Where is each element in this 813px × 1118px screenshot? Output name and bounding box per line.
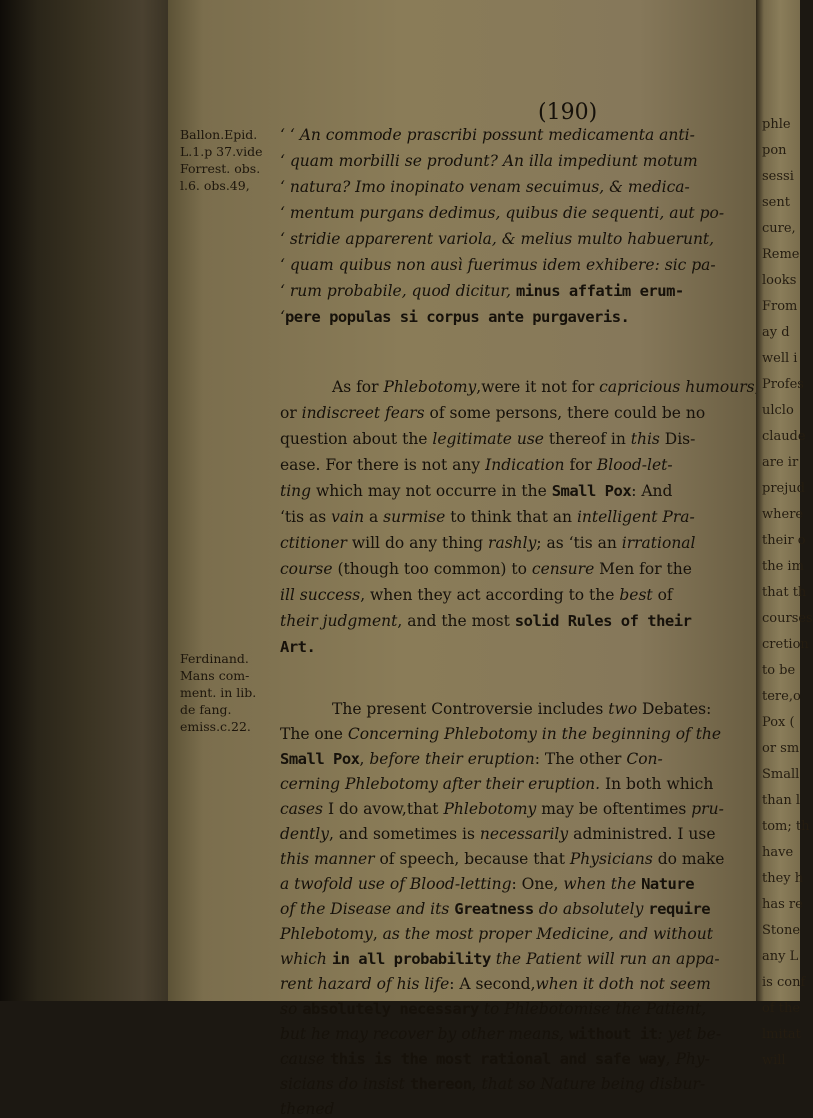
text-segment: absolutely necessary <box>302 1000 479 1018</box>
text-line <box>280 825 716 843</box>
text-segment: cause <box>280 1050 330 1068</box>
text-segment: ,were it not for <box>476 378 600 396</box>
facing-page-fragment: prejud <box>762 481 805 496</box>
text-segment: of the Disease and its <box>280 900 455 918</box>
facing-page-fragment: will <box>762 1053 786 1068</box>
text-line <box>280 1050 710 1068</box>
text-segment: ‘ mentum purgans dedimus, quibus die sequenti, aut po- <box>280 204 725 222</box>
facing-page-fragment: where <box>762 507 804 522</box>
text-line <box>280 612 691 630</box>
text-segment: Con- <box>626 750 663 768</box>
text-segment: the Patient, <box>610 1000 707 1018</box>
facing-page-fragment: Pox ( <box>762 715 795 730</box>
text-segment: Debates: <box>637 700 712 718</box>
text-segment: ‘ natura? Imo inopinato venam secuimus, & medica- <box>280 178 690 196</box>
text-segment: thereon <box>409 1075 472 1093</box>
text-segment: the Patient will run an appa- <box>490 950 720 968</box>
text-line <box>280 875 694 893</box>
text-line <box>280 900 710 918</box>
text-segment: Dis- <box>659 430 696 448</box>
text-segment: for <box>564 456 597 474</box>
text-segment: Indication <box>485 456 565 474</box>
text-segment: Phlebotomy <box>443 800 537 818</box>
text-segment: , <box>359 750 370 768</box>
text-segment: Small Pox <box>551 482 632 500</box>
text-segment: sicians do insist <box>280 1075 410 1093</box>
facing-page-fragment: tere,o <box>762 689 801 704</box>
book-spine-shadow <box>0 0 190 1001</box>
text-segment: Concerning Phlebotomy in the beginning of the <box>347 725 722 743</box>
facing-page-fragment: cretion <box>762 637 809 652</box>
text-segment: I do avow,that <box>323 800 444 818</box>
text-segment: before their eruption <box>369 750 535 768</box>
text-segment: ctitioner <box>280 534 347 552</box>
text-line <box>280 482 672 500</box>
text-segment: ‘tis as <box>280 508 332 526</box>
text-segment: do absolutely <box>533 900 649 918</box>
text-segment: cerning Phlebotomy after their eruption. <box>280 775 601 793</box>
text-segment: The present Controversie includes <box>332 700 609 718</box>
text-line <box>280 800 724 818</box>
text-segment: , <box>372 925 383 943</box>
text-segment: Blood-let- <box>596 456 673 474</box>
text-segment: a <box>364 508 384 526</box>
text-segment: pere populas si corpus ante purgaveris. <box>284 308 630 326</box>
text-segment: rashly <box>488 534 537 552</box>
text-line <box>332 700 711 718</box>
text-line <box>280 534 696 552</box>
facing-page-fragment: Stone <box>762 923 801 938</box>
facing-page-fragment: or sm <box>762 741 800 756</box>
text-segment: or <box>280 404 302 422</box>
text-segment: will do any thing <box>346 534 489 552</box>
text-segment: thened <box>280 1100 335 1118</box>
text-segment: pru- <box>691 800 724 818</box>
text-segment: ‘ <box>280 308 285 326</box>
text-segment: rent hazard of his life <box>280 975 450 993</box>
text-segment: two <box>608 700 638 718</box>
text-segment: indiscreet fears <box>301 404 425 422</box>
text-line <box>280 775 713 793</box>
text-segment: , and sometimes is <box>329 825 480 843</box>
facing-page-fragment: From <box>762 299 798 314</box>
text-line <box>280 308 629 326</box>
page-number: (190) <box>538 100 598 125</box>
text-line <box>280 975 711 993</box>
text-segment: may be oftentimes <box>536 800 692 818</box>
text-segment: As for <box>332 378 384 396</box>
text-line <box>280 586 673 604</box>
text-line <box>280 560 692 578</box>
text-segment: ill success <box>280 586 361 604</box>
book-page <box>168 0 756 1118</box>
text-segment: Physicians <box>569 850 653 868</box>
facing-page-fragment: cure, <box>762 221 796 236</box>
facing-page-fragment: to be <box>762 663 796 678</box>
text-segment: course <box>280 560 333 578</box>
facing-page-fragment: Small <box>762 767 800 782</box>
text-segment: cases <box>280 800 324 818</box>
text-segment: require <box>648 900 711 918</box>
text-line <box>280 850 724 868</box>
facing-page-fragment: sessi <box>762 169 794 184</box>
facing-page-fragment: any L <box>762 949 799 964</box>
text-segment: : And <box>631 482 673 500</box>
text-segment: (though too common) to <box>332 560 532 578</box>
text-segment: legitimate use <box>432 430 544 448</box>
text-segment: , <box>665 1050 676 1068</box>
text-segment: The one <box>280 725 348 743</box>
text-segment: Phlebotomy <box>280 925 373 943</box>
facing-page-fragment: ulclo <box>762 403 794 418</box>
facing-page-fragment: have <box>762 845 794 860</box>
facing-page-fragment: looks <box>762 273 797 288</box>
facing-page-fragment: tom; th <box>762 819 810 834</box>
text-segment: Greatness <box>454 900 534 918</box>
text-segment: ‘ stridie apparerent variola, & melius multo habuerunt, <box>280 230 715 248</box>
facing-page-fragment: has re <box>762 897 803 912</box>
text-line <box>280 282 684 300</box>
text-segment: In both which <box>600 775 714 793</box>
text-line <box>280 430 695 448</box>
text-segment: thereof in <box>543 430 631 448</box>
text-segment: surmise <box>383 508 446 526</box>
text-segment: to think that an <box>445 508 577 526</box>
text-line <box>280 256 716 274</box>
text-line <box>280 725 721 743</box>
facing-page-fragment: Profes <box>762 377 804 392</box>
facing-page-fragment: pon <box>762 143 787 158</box>
text-line <box>280 404 705 422</box>
text-segment: ease. For there is not any <box>280 456 486 474</box>
margin-note-line: Ferdinand. <box>180 651 249 666</box>
facing-page-fragment: well i <box>762 351 798 366</box>
text-line <box>280 456 673 474</box>
text-segment: ‘ rum probabile, quod dicitur, <box>280 282 516 300</box>
text-segment: minus affatim erum- <box>515 282 684 300</box>
text-segment: their judgment <box>280 612 398 630</box>
text-line <box>280 126 695 144</box>
text-segment: which may not occurre in the <box>311 482 552 500</box>
text-line <box>280 230 714 248</box>
text-line <box>280 204 724 222</box>
text-segment: this is the most rational and safe way <box>329 1050 666 1068</box>
text-segment: , and the most <box>397 612 515 630</box>
text-segment: administred. I use <box>568 825 716 843</box>
text-segment: necessarily <box>479 825 569 843</box>
text-segment: of speech, because that <box>374 850 570 868</box>
text-line <box>280 508 695 526</box>
margin-note-line: emiss.c.22. <box>180 719 251 734</box>
text-segment: in all probability <box>331 950 491 968</box>
facing-page-fragment: their o <box>762 533 806 548</box>
text-segment: ting <box>280 482 312 500</box>
facing-page-fragment: the im <box>762 559 804 574</box>
text-segment: ; as ‘tis an <box>536 534 622 552</box>
text-segment: Small Pox <box>280 750 360 768</box>
facing-page-fragment: they h <box>762 871 804 886</box>
text-segment: , <box>471 1075 482 1093</box>
text-segment: Phlebotomy <box>383 378 477 396</box>
text-segment: : A second, <box>449 975 536 993</box>
text-segment: ‘ quam morbilli se produnt? An illa impediunt motum <box>280 152 698 170</box>
facing-page-fragment: that th <box>762 585 807 600</box>
text-segment: question about the <box>280 430 433 448</box>
facing-page-edge <box>756 0 813 1068</box>
text-segment: , when they act according to the <box>360 586 620 604</box>
text-segment: vain <box>331 508 365 526</box>
text-segment: Phy- <box>675 1050 710 1068</box>
text-line <box>332 378 760 396</box>
margin-note-line: Mans com- <box>180 668 250 683</box>
text-segment: to <box>478 1000 505 1018</box>
text-segment: Men for the <box>594 560 692 578</box>
text-line <box>280 1025 721 1043</box>
text-segment: ‘ quam quibus non ausì fuerimus idem exhibere: sic pa- <box>280 256 716 274</box>
text-segment: irrational <box>621 534 696 552</box>
text-line <box>280 178 690 196</box>
facing-page-fragment: are ir <box>762 455 799 470</box>
margin-note-top <box>180 126 263 194</box>
text-segment: : yet be- <box>657 1025 722 1043</box>
text-line <box>280 1075 705 1093</box>
facing-page-fragment: claude <box>762 429 806 444</box>
text-line <box>280 638 315 656</box>
text-segment: best <box>619 586 653 604</box>
facing-page-fragment: lmitat <box>762 1027 801 1042</box>
text-segment: of <box>652 586 673 604</box>
text-line <box>280 1000 706 1018</box>
text-segment: when it doth not seem <box>535 975 711 993</box>
text-segment: this <box>630 430 660 448</box>
margin-note-bottom <box>180 650 256 735</box>
text-segment: do make <box>652 850 725 868</box>
text-segment: capricious humours <box>599 378 755 396</box>
text-segment: that so Nature being disbur- <box>481 1075 706 1093</box>
text-segment: solid Rules of their <box>514 612 692 630</box>
text-segment: Art. <box>280 638 316 656</box>
text-segment: a twofold use of Blood-letting <box>280 875 512 893</box>
text-segment: but he may recover by other means, <box>280 1025 570 1043</box>
margin-note-line: Ballon.Epid. <box>180 127 258 142</box>
margin-note-line: l.6. obs.49, <box>180 178 250 193</box>
facing-page-fragment: courses <box>762 611 813 626</box>
margin-note-line: de fang. <box>180 702 232 717</box>
text-segment: this manner <box>280 850 375 868</box>
text-segment: Phlebotomise <box>504 1000 611 1018</box>
facing-page-fragment: ay d <box>762 325 790 340</box>
text-segment: ‘ ‘ An commode prascribi possunt medicamenta anti- <box>280 126 695 144</box>
text-segment: as the most proper Medicine, and without <box>382 925 713 943</box>
text-segment: intelligent Pra- <box>576 508 695 526</box>
text-segment: when the <box>563 875 642 893</box>
text-line <box>280 925 713 943</box>
text-segment: so <box>280 1000 303 1018</box>
text-segment: without it <box>569 1025 658 1043</box>
margin-note-line: ment. in lib. <box>180 685 257 700</box>
facing-page-fragment: sent <box>762 195 790 210</box>
text-line <box>280 750 663 768</box>
text-segment: of some persons, there could be no <box>424 404 706 422</box>
text-segment: censure <box>531 560 595 578</box>
facing-page-fragment: phle <box>762 117 791 132</box>
margin-note-line: Forrest. obs. <box>180 161 261 176</box>
text-segment: dently <box>280 825 330 843</box>
facing-page-fragment: of the <box>762 1001 801 1016</box>
facing-page-fragment: is conf <box>762 975 806 990</box>
margin-note-line: L.1.p 37.vide <box>180 144 263 159</box>
text-line <box>280 1100 334 1118</box>
text-segment: : One, <box>511 875 564 893</box>
facing-page-fragment: Reme <box>762 247 800 262</box>
facing-page-fragment: than l <box>762 793 801 808</box>
text-line <box>280 950 720 968</box>
text-segment: Nature <box>641 875 695 893</box>
text-line <box>280 152 698 170</box>
text-segment: which <box>280 950 332 968</box>
text-segment: : The other <box>534 750 627 768</box>
